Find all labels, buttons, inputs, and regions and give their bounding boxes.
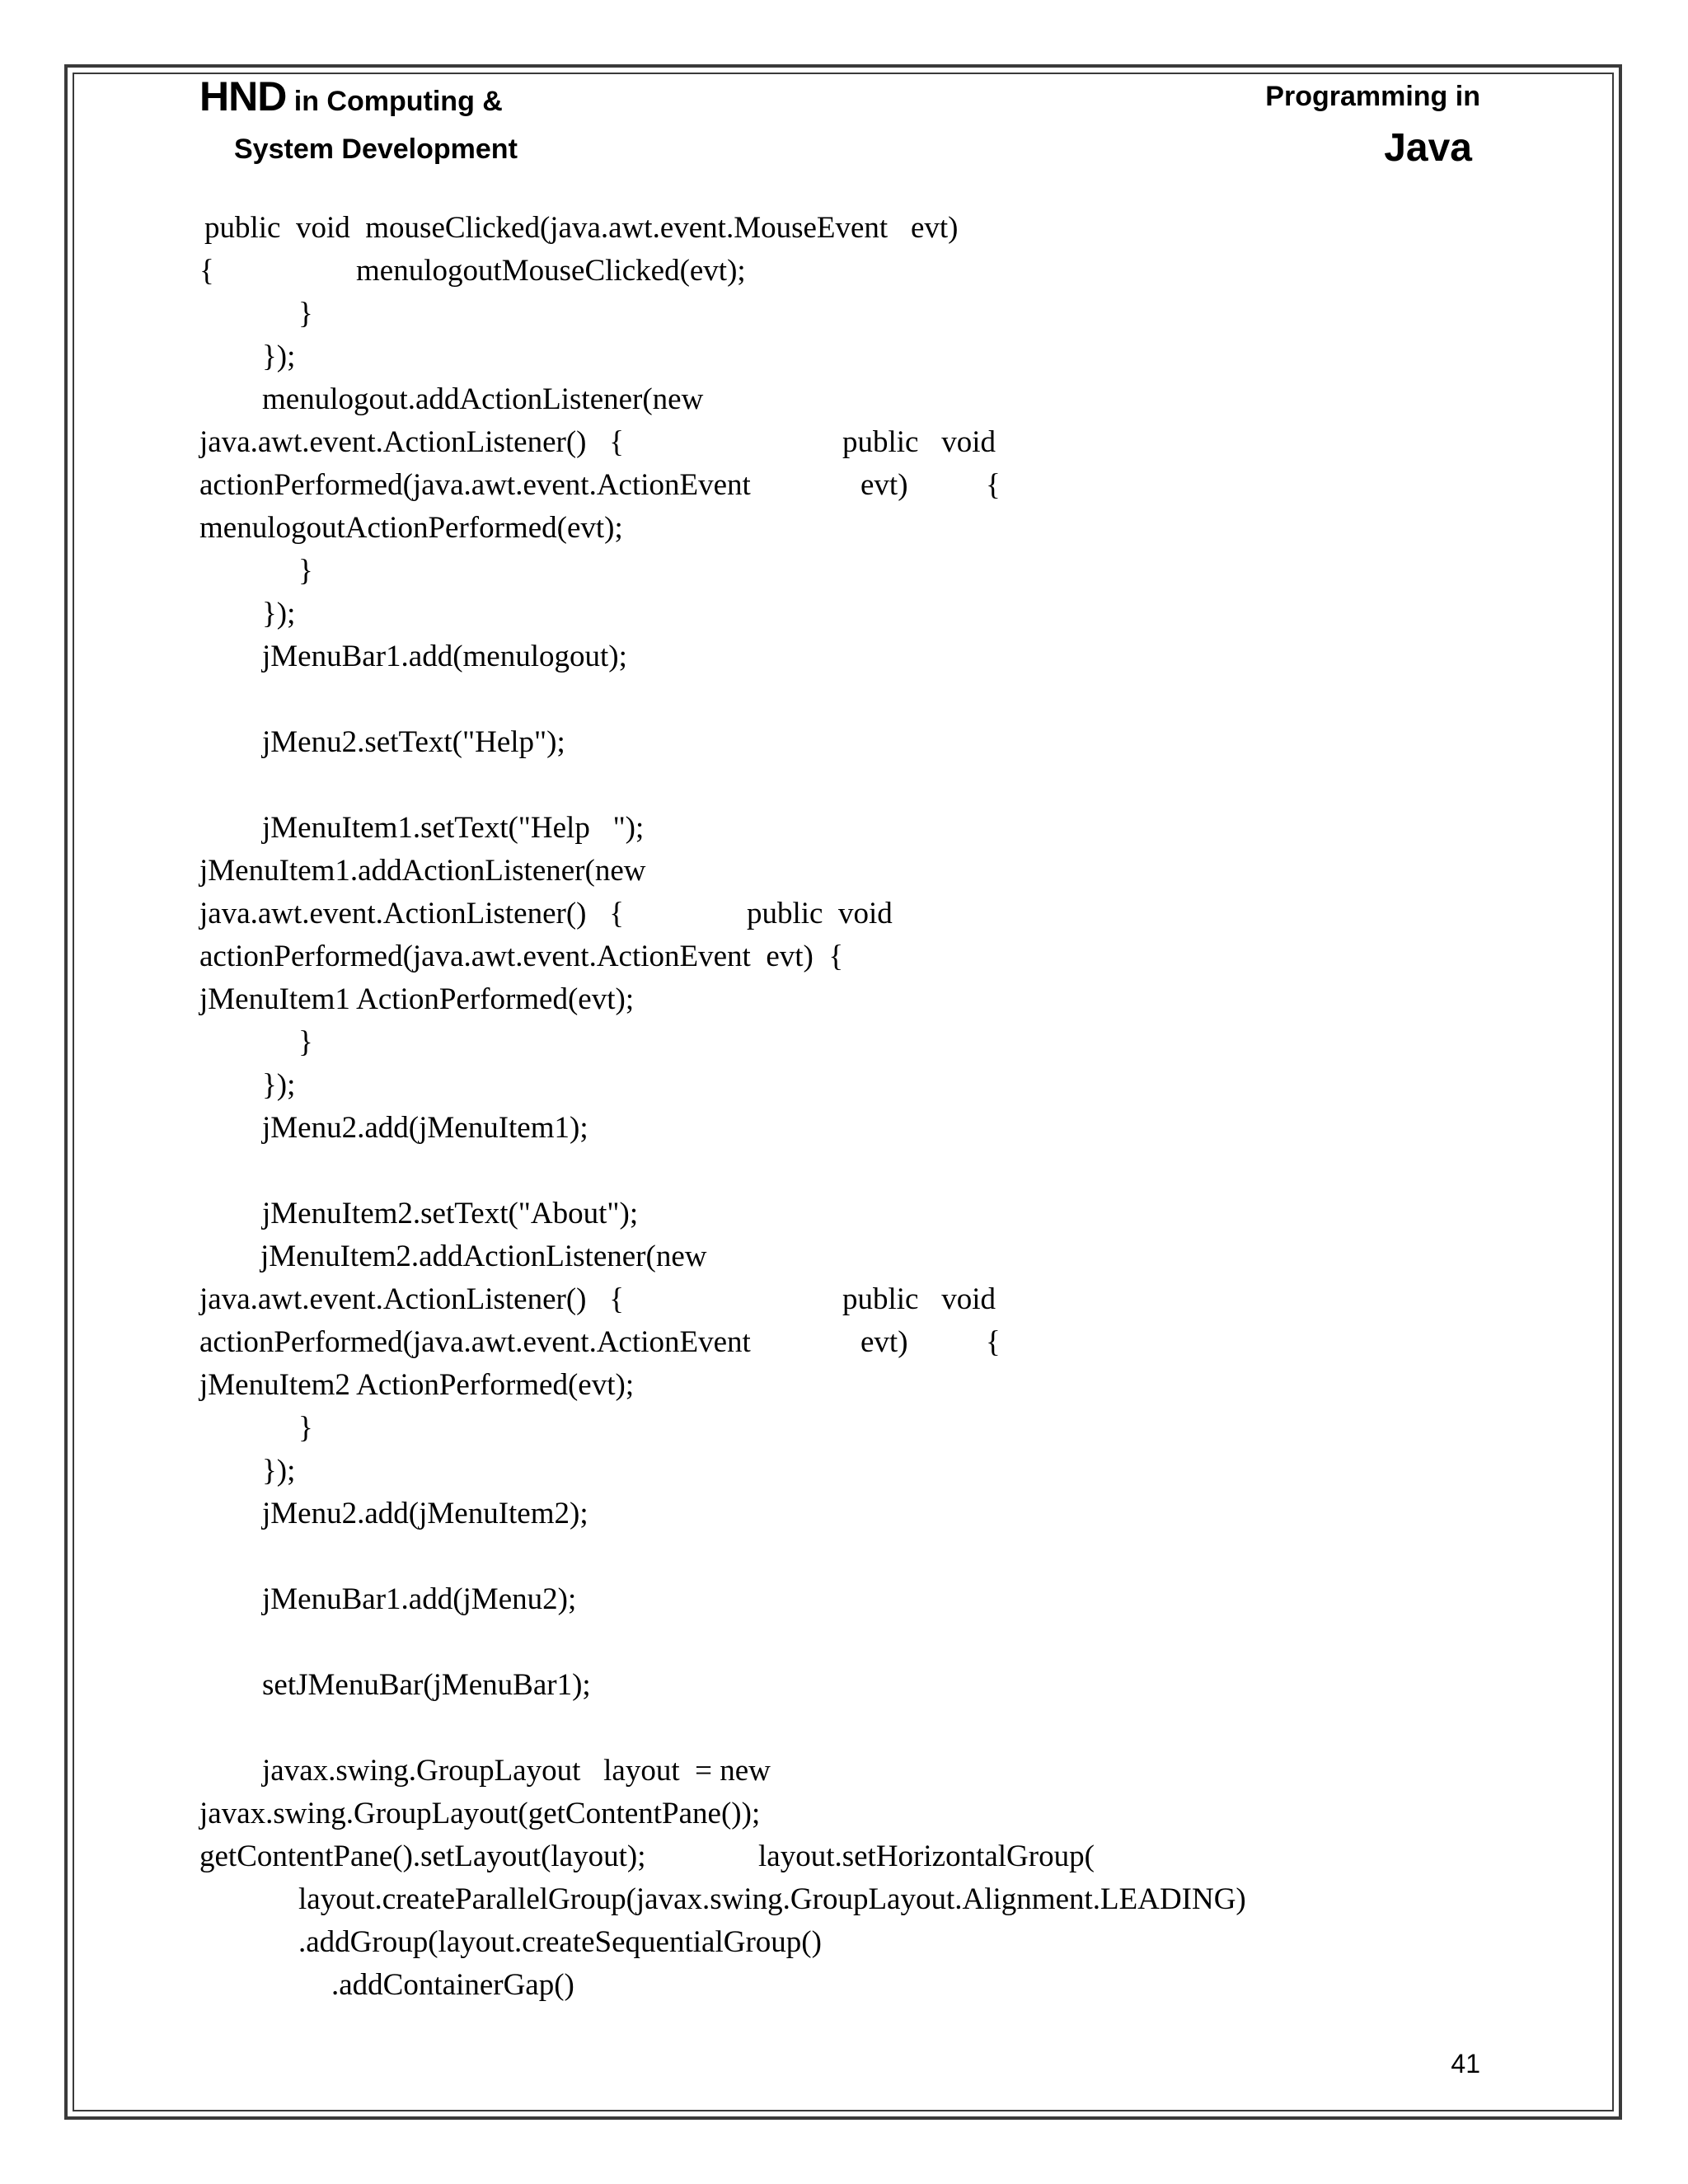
- code-line: public void: [842, 425, 996, 459]
- code-line: evt): [860, 1325, 908, 1359]
- code-line: layout.setHorizontalGroup(: [758, 1840, 1095, 1873]
- code-line: evt): [860, 468, 908, 502]
- header-subject-line2: Java: [1384, 126, 1472, 170]
- code-line: });: [262, 1068, 296, 1102]
- code-line: {: [199, 254, 214, 288]
- code-line: jMenuItem1.setText("Help ");: [262, 811, 645, 845]
- code-line: public void: [747, 897, 893, 930]
- code-line: actionPerformed(java.awt.event.ActionEvent evt) {: [199, 940, 844, 973]
- code-line: .addContainerGap(): [331, 1968, 574, 2002]
- code-line: jMenu2.setText("Help");: [262, 725, 565, 759]
- code-line: {: [986, 468, 1001, 502]
- code-line: jMenuItem2.setText("About");: [262, 1197, 639, 1230]
- code-line: jMenuBar1.add(menulogout);: [262, 640, 627, 673]
- code-line: javax.swing.GroupLayout(getContentPane());: [199, 1797, 761, 1830]
- code-line: }: [298, 1025, 313, 1059]
- code-line: java.awt.event.ActionListener() {: [199, 1282, 625, 1316]
- code-line: menulogoutMouseClicked(evt);: [356, 254, 746, 288]
- code-line: });: [262, 340, 296, 373]
- code-line: jMenu2.add(jMenuItem2);: [262, 1497, 588, 1530]
- code-line: getContentPane().setLayout(layout);: [199, 1840, 646, 1873]
- code-line: menulogout.addActionListener(new: [262, 382, 704, 416]
- code-line: javax.swing.GroupLayout layout = new: [262, 1754, 771, 1788]
- header-course-line2: System Development: [234, 134, 518, 165]
- code-line: }: [298, 1411, 313, 1445]
- code-line: public void: [842, 1282, 996, 1316]
- code-line: });: [262, 597, 296, 630]
- code-line: }: [298, 297, 313, 330]
- header-hnd: HND: [199, 73, 287, 120]
- code-line: {: [986, 1325, 1001, 1359]
- code-line: .addGroup(layout.createSequentialGroup(): [298, 1925, 822, 1959]
- header-subject-line1: Programming in: [1265, 81, 1480, 112]
- code-line: jMenu2.add(jMenuItem1);: [262, 1111, 588, 1145]
- code-line: menulogoutActionPerformed(evt);: [199, 511, 623, 545]
- code-line: actionPerformed(java.awt.event.ActionEvent: [199, 468, 751, 502]
- code-line: public void mouseClicked(java.awt.event.MouseEvent evt): [204, 211, 959, 245]
- code-line: java.awt.event.ActionListener() {: [199, 897, 625, 930]
- code-line: jMenuItem1.addActionListener(new: [199, 854, 646, 888]
- header-in-computing: in Computing &: [286, 86, 503, 117]
- code-line: setJMenuBar(jMenuBar1);: [262, 1668, 591, 1702]
- code-line: jMenuItem2.addActionListener(new: [260, 1240, 707, 1273]
- code-line: });: [262, 1454, 296, 1488]
- code-line: java.awt.event.ActionListener() {: [199, 425, 625, 459]
- code-line: actionPerformed(java.awt.event.ActionEvent: [199, 1325, 751, 1359]
- page-number: 41: [1451, 2049, 1480, 2079]
- code-line: layout.createParallelGroup(javax.swing.GroupLayout.Alignment.LEADING): [298, 1882, 1246, 1916]
- code-line: jMenuItem1 ActionPerformed(evt);: [199, 982, 635, 1016]
- code-line: }: [298, 554, 313, 588]
- code-line: jMenuItem2 ActionPerformed(evt);: [199, 1368, 635, 1402]
- code-line: jMenuBar1.add(jMenu2);: [262, 1582, 577, 1616]
